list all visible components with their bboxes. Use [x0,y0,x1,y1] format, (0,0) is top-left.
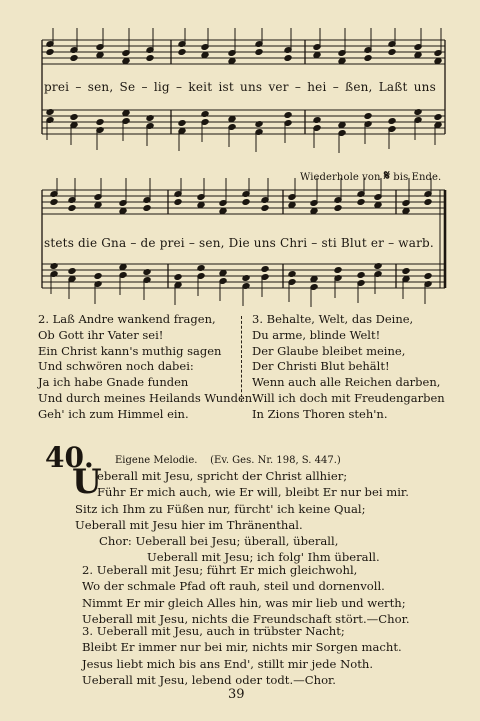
lyric-syllable: Blut [340,236,367,250]
verse-line: In Zions Thoren steh'n. [252,406,388,421]
note-head [96,52,104,59]
lyric-syllable: – [130,236,137,250]
lyric-syllable: – [332,80,339,94]
note-head [338,58,346,65]
page-number: 39 [228,687,245,702]
note-head [174,199,182,206]
note-head [334,205,342,212]
repeat-instruction: Wiederhole von 𝄋 bis Ende. [300,168,442,184]
lyric-syllable: – [176,80,183,94]
note-head [96,119,104,126]
lyric-syllable: sen, [199,236,225,250]
hymnal-reference: (Ev. Ges. Nr. 198, S. 447.) [210,455,341,466]
note-head [122,110,130,117]
note-head [94,202,102,209]
lyric-syllable: – [188,236,196,250]
note-head [68,205,76,212]
note-head [310,276,318,283]
lyric-syllable: sen, [87,80,114,94]
note-head [338,122,346,129]
hymn-line: Bleibt Er immer nur bei mir, nichts mir Sorgen macht. [82,640,402,655]
note-head [284,55,292,62]
melody-reference [115,455,341,466]
lyric-syllable: Die [228,236,250,250]
lyric-syllable: – [75,80,82,94]
note-head [242,199,250,206]
note-head [364,113,372,120]
lyric-syllable: ver [268,80,289,94]
hymn-line: Ueberall mit Jesu, nichts die Freundschaft stört.—Chor. [82,611,410,626]
lyric-syllable: ist [218,80,234,94]
lyric-syllable: uns [253,236,276,250]
note-head [434,114,442,121]
lyric-syllable: stets [44,236,75,250]
verse-line: 2. Laß Andre wankend fragen, [38,312,216,326]
lyric-syllable: die [78,236,98,250]
treble-staff-1 [42,40,445,64]
hymn-line: 2. Ueberall mit Jesu; führt Er mich gleichwohl, [82,563,358,577]
hymn-verse-3 [82,623,402,688]
verse-line: Will ich doch mit Freudengarben [252,390,445,405]
melody-label: Eigene Melodie. [115,455,198,466]
note-head [313,52,321,59]
drop-capital: U [72,462,102,502]
note-head [119,208,127,215]
lyric-syllable: – [311,236,318,250]
verse-line: Der Christi Blut behält! [252,359,390,374]
verse-line: Geh' ich zum Himmel ein. [38,406,189,421]
note-head [201,52,209,59]
music-system-1 [0,28,480,178]
note-head [261,205,269,212]
lyric-syllable: – [388,236,395,250]
lyric-syllable: lig [153,80,170,94]
note-head [119,264,127,271]
hymn-line: Ueberall mit Jesu, lebend oder todt.—Chor. [82,672,336,687]
note-head [50,199,58,206]
note-head [261,266,269,273]
lyrics-line-2 [44,236,444,250]
hymn-line: eberall mit Jesu, spricht der Christ allhier; [97,469,348,483]
verse-line: Wenn auch alle Reichen darben, [252,375,441,390]
note-head [70,114,78,121]
note-head [364,55,372,62]
note-head [334,267,342,274]
lyric-syllable: prei [159,236,185,250]
note-head [122,58,130,65]
note-head [388,49,396,56]
verse-line: Du arme, blinde Welt! [252,327,381,342]
note-head [197,202,205,209]
note-head [228,58,236,65]
lyric-syllable: warb. [398,236,434,250]
hymn-line: Jesus liebt mich bis ans End', stillt mir jede Noth. [82,656,374,671]
note-head [402,268,410,275]
hymn-line: 3. Ueberall mit Jesu, auch in trübster Nacht; [82,624,345,638]
note-head [146,55,154,62]
hymn-line: Wo der schmale Pfad oft rauh, steil und dornenvoll. [82,579,385,594]
verse-line: Und schwören noch dabei: [38,359,194,374]
note-head [434,58,442,65]
note-head [178,49,186,56]
note-head [402,208,410,215]
note-head [219,208,227,215]
lyric-syllable: prei [44,80,70,94]
hymn-line: Sitz ich Ihm zu Füßen nur, fürcht' ich keine Qual; [75,501,366,516]
note-head [388,118,396,125]
note-head [70,55,78,62]
note-head [178,120,186,127]
note-head [255,49,263,56]
column-divider [241,316,242,402]
note-head [219,270,227,277]
lyrics-line-1 [44,80,444,94]
hymn-verse-1 [75,468,409,566]
note-head [357,272,365,279]
note-head [228,116,236,123]
note-head [310,208,318,215]
lyric-syllable: – [141,80,148,94]
note-head [68,268,76,275]
verse-line: Der Glaube bleibet meine, [252,343,406,358]
lyric-syllable: Se [119,80,136,94]
verse-line: Und durch meines Heilands Wunden [38,390,253,405]
note-head [288,202,296,209]
segno-sign: 𝄋 [383,168,390,184]
hymn-line: Ueberall mit Jesu; ich folg' Ihm überall. [147,550,380,565]
note-head [174,274,182,281]
verses-left-column [38,312,252,423]
note-head [374,202,382,209]
lyric-syllable: uns [413,80,436,94]
note-head [424,199,432,206]
verse-line: Ein Christ kann's muthig sagen [38,343,222,358]
lyric-syllable: sti [321,236,337,250]
note-head [143,205,151,212]
lyric-syllable: ßen, [345,80,373,94]
lyric-syllable: uns [240,80,263,94]
hymn-line: Führ Er mich auch, wie Er will, bleibt Er nur bei mir. [97,485,409,500]
hymn-verse-2 [82,562,410,627]
note-head [46,49,54,56]
verses-right-column [252,312,445,423]
lyric-syllable: keit [188,80,213,94]
lyric-syllable: – [294,80,302,94]
lyric-syllable: de [140,236,156,250]
verse-line: Ob Gott ihr Vater sei! [38,327,164,342]
verse-line: 3. Behalte, Welt, das Deine, [252,312,414,326]
lyric-syllable: Gna [101,236,127,250]
note-head [357,199,365,206]
hymn-line: Chor: Ueberall bei Jesu; überall, überall, [99,534,339,549]
lyric-syllable: Laßt [378,80,408,94]
lyric-syllable: Chri [279,236,308,250]
note-head [94,273,102,280]
note-head [284,112,292,119]
lyric-syllable: hei [307,80,327,94]
hymn-line: Ueberall mit Jesu hier im Thränenthal. [75,517,303,532]
note-head [414,52,422,59]
hymn-number: 40. [45,441,94,474]
lyric-syllable: er [370,236,385,250]
verse-line: Ja ich habe Gnade funden [38,375,189,390]
note-head [424,273,432,280]
hymn-line: Nimmt Er mir gleich Alles hin, was mir lieb und werth; [82,595,406,610]
